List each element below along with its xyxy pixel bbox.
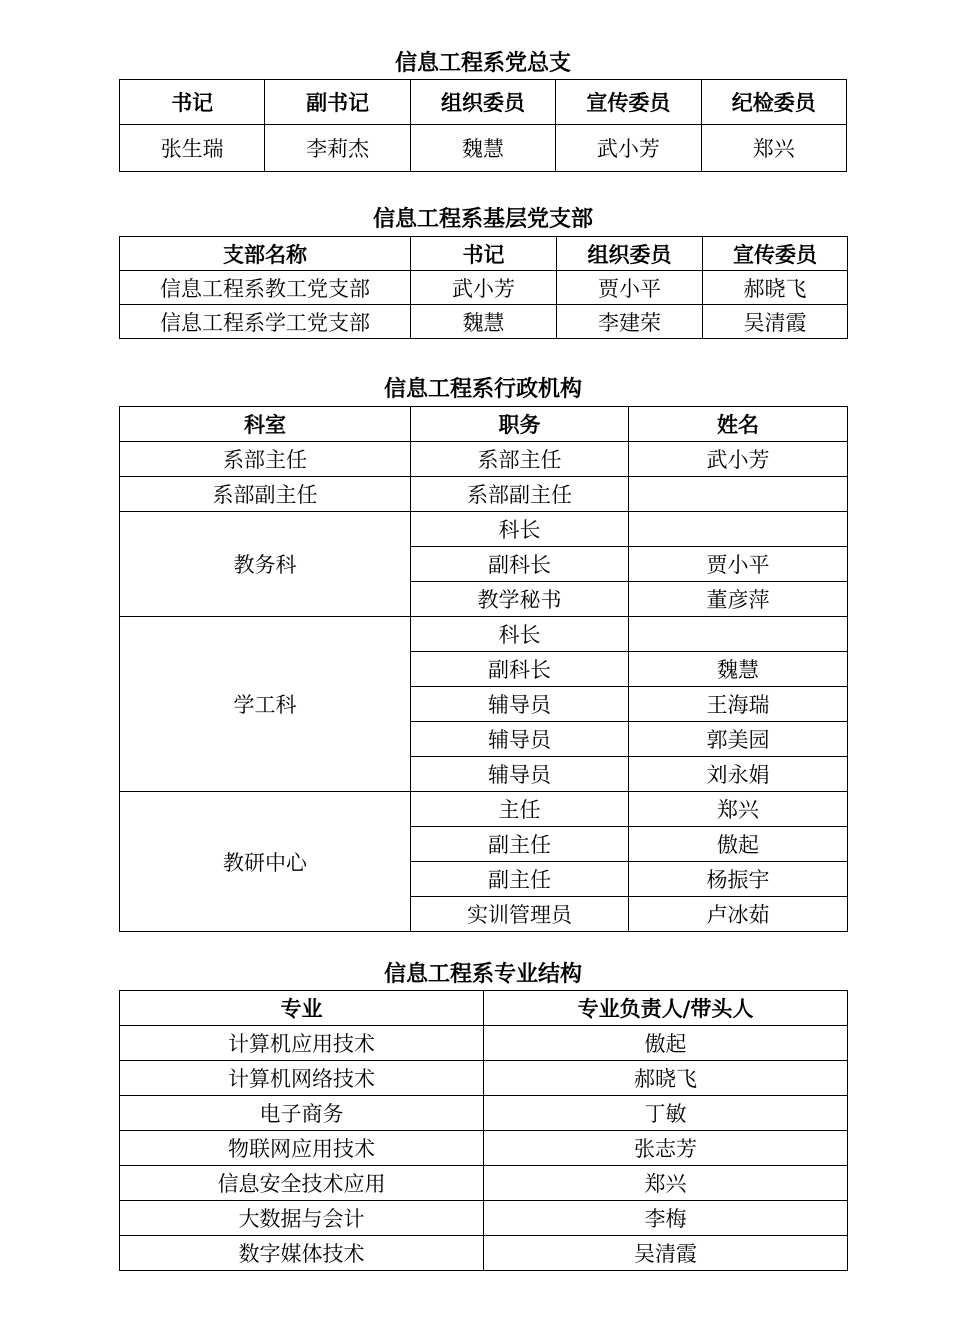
- table-row: [120, 477, 848, 512]
- header-cell: 书记: [411, 237, 557, 271]
- table-cell: 吴清霞: [703, 305, 848, 339]
- header-cell: 专业: [120, 991, 484, 1026]
- table-cell: 计算机网络技术: [120, 1061, 484, 1096]
- admin-title: 信息工程系行政机构: [383, 376, 582, 402]
- dept-cell: 教务科: [120, 512, 411, 617]
- table-row: [120, 1061, 848, 1096]
- table-cell: 系部副主任: [411, 477, 629, 512]
- table-cell: 魏慧: [410, 125, 555, 172]
- majors-title: 信息工程系专业结构: [383, 961, 582, 987]
- table-cell: 刘永娟: [629, 757, 848, 792]
- table-cell: 计算机应用技术: [120, 1026, 484, 1061]
- admin-table: [119, 406, 848, 932]
- table-cell: 系部主任: [411, 442, 629, 477]
- table-cell: 郑兴: [484, 1166, 848, 1201]
- table-cell: [629, 617, 848, 652]
- header-cell: 专业负责人/带头人: [484, 991, 848, 1026]
- table-row: [120, 1201, 848, 1236]
- table-cell: 魏慧: [629, 652, 848, 687]
- table-row: [120, 1026, 848, 1061]
- table-cell: 科长: [411, 512, 629, 547]
- table-cell: 副主任: [411, 862, 629, 897]
- table-cell: 武小芳: [411, 271, 557, 305]
- header-cell: 科室: [120, 407, 411, 442]
- table-cell: 傲起: [484, 1026, 848, 1061]
- table-header-row: [120, 991, 848, 1026]
- header-cell: 组织委员: [557, 237, 703, 271]
- table-cell: 王海瑞: [629, 687, 848, 722]
- table-row: [120, 792, 848, 827]
- table-cell: 物联网应用技术: [120, 1131, 484, 1166]
- table-row: [120, 1131, 848, 1166]
- table-cell: 信息安全技术应用: [120, 1166, 484, 1201]
- table-header-row: [120, 237, 848, 271]
- header-cell: 组织委员: [410, 80, 555, 125]
- table-header-row: [120, 80, 847, 125]
- grassroots-table: [119, 236, 848, 339]
- dept-cell: 教研中心: [120, 792, 411, 932]
- table-cell: 信息工程系教工党支部: [120, 271, 411, 305]
- grassroots-title: 信息工程系基层党支部: [372, 206, 593, 232]
- table-row: [120, 1166, 848, 1201]
- header-cell: 宣传委员: [556, 80, 701, 125]
- table-cell: 信息工程系学工党支部: [120, 305, 411, 339]
- table-cell: 郝晓飞: [484, 1061, 848, 1096]
- table-cell: 大数据与会计: [120, 1201, 484, 1236]
- header-cell: 纪检委员: [701, 80, 846, 125]
- table-cell: 杨振宇: [629, 862, 848, 897]
- table-cell: 郭美园: [629, 722, 848, 757]
- table-cell: 贾小平: [557, 271, 703, 305]
- table-cell: 副科长: [411, 652, 629, 687]
- majors-table: [119, 990, 848, 1271]
- table-cell: 实训管理员: [411, 897, 629, 932]
- header-cell: 书记: [120, 80, 265, 125]
- dept-cell: 学工科: [120, 617, 411, 792]
- table-cell: 副主任: [411, 827, 629, 862]
- header-cell: 支部名称: [120, 237, 411, 271]
- table-cell: 吴清霞: [484, 1236, 848, 1271]
- party-branch-title: 信息工程系党总支: [394, 50, 571, 76]
- table-cell: 傲起: [629, 827, 848, 862]
- table-cell: 李莉杰: [265, 125, 410, 172]
- table-cell: 李建荣: [557, 305, 703, 339]
- table-cell: 数字媒体技术: [120, 1236, 484, 1271]
- table-cell: [629, 477, 848, 512]
- dept-cell: 系部副主任: [120, 477, 411, 512]
- table-cell: 辅导员: [411, 722, 629, 757]
- table-row: [120, 442, 848, 477]
- table-cell: 贾小平: [629, 547, 848, 582]
- table-cell: 科长: [411, 617, 629, 652]
- table-header-row: [120, 407, 848, 442]
- table-cell: 郑兴: [629, 792, 848, 827]
- header-cell: 宣传委员: [703, 237, 848, 271]
- table-cell: [629, 512, 848, 547]
- table-cell: 李梅: [484, 1201, 848, 1236]
- table-cell: 电子商务: [120, 1096, 484, 1131]
- table-cell: 卢冰茹: [629, 897, 848, 932]
- table-cell: 郑兴: [701, 125, 846, 172]
- table-row: [120, 125, 847, 172]
- table-cell: 武小芳: [556, 125, 701, 172]
- table-cell: 辅导员: [411, 757, 629, 792]
- table-cell: 张志芳: [484, 1131, 848, 1166]
- dept-cell: 系部主任: [120, 442, 411, 477]
- table-row: [120, 1096, 848, 1131]
- table-cell: 副科长: [411, 547, 629, 582]
- table-row: [120, 617, 848, 652]
- header-cell: 副书记: [265, 80, 410, 125]
- table-cell: 武小芳: [629, 442, 848, 477]
- table-cell: 郝晓飞: [703, 271, 848, 305]
- table-cell: 教学秘书: [411, 582, 629, 617]
- header-cell: 职务: [411, 407, 629, 442]
- table-row: [120, 271, 848, 305]
- header-cell: 姓名: [629, 407, 848, 442]
- table-cell: 魏慧: [411, 305, 557, 339]
- table-cell: 丁敏: [484, 1096, 848, 1131]
- table-row: [120, 305, 848, 339]
- table-cell: 辅导员: [411, 687, 629, 722]
- party-branch-table: [119, 79, 847, 172]
- table-cell: 董彦萍: [629, 582, 848, 617]
- table-cell: 张生瑞: [120, 125, 265, 172]
- table-row: [120, 512, 848, 547]
- table-cell: 主任: [411, 792, 629, 827]
- table-row: [120, 1236, 848, 1271]
